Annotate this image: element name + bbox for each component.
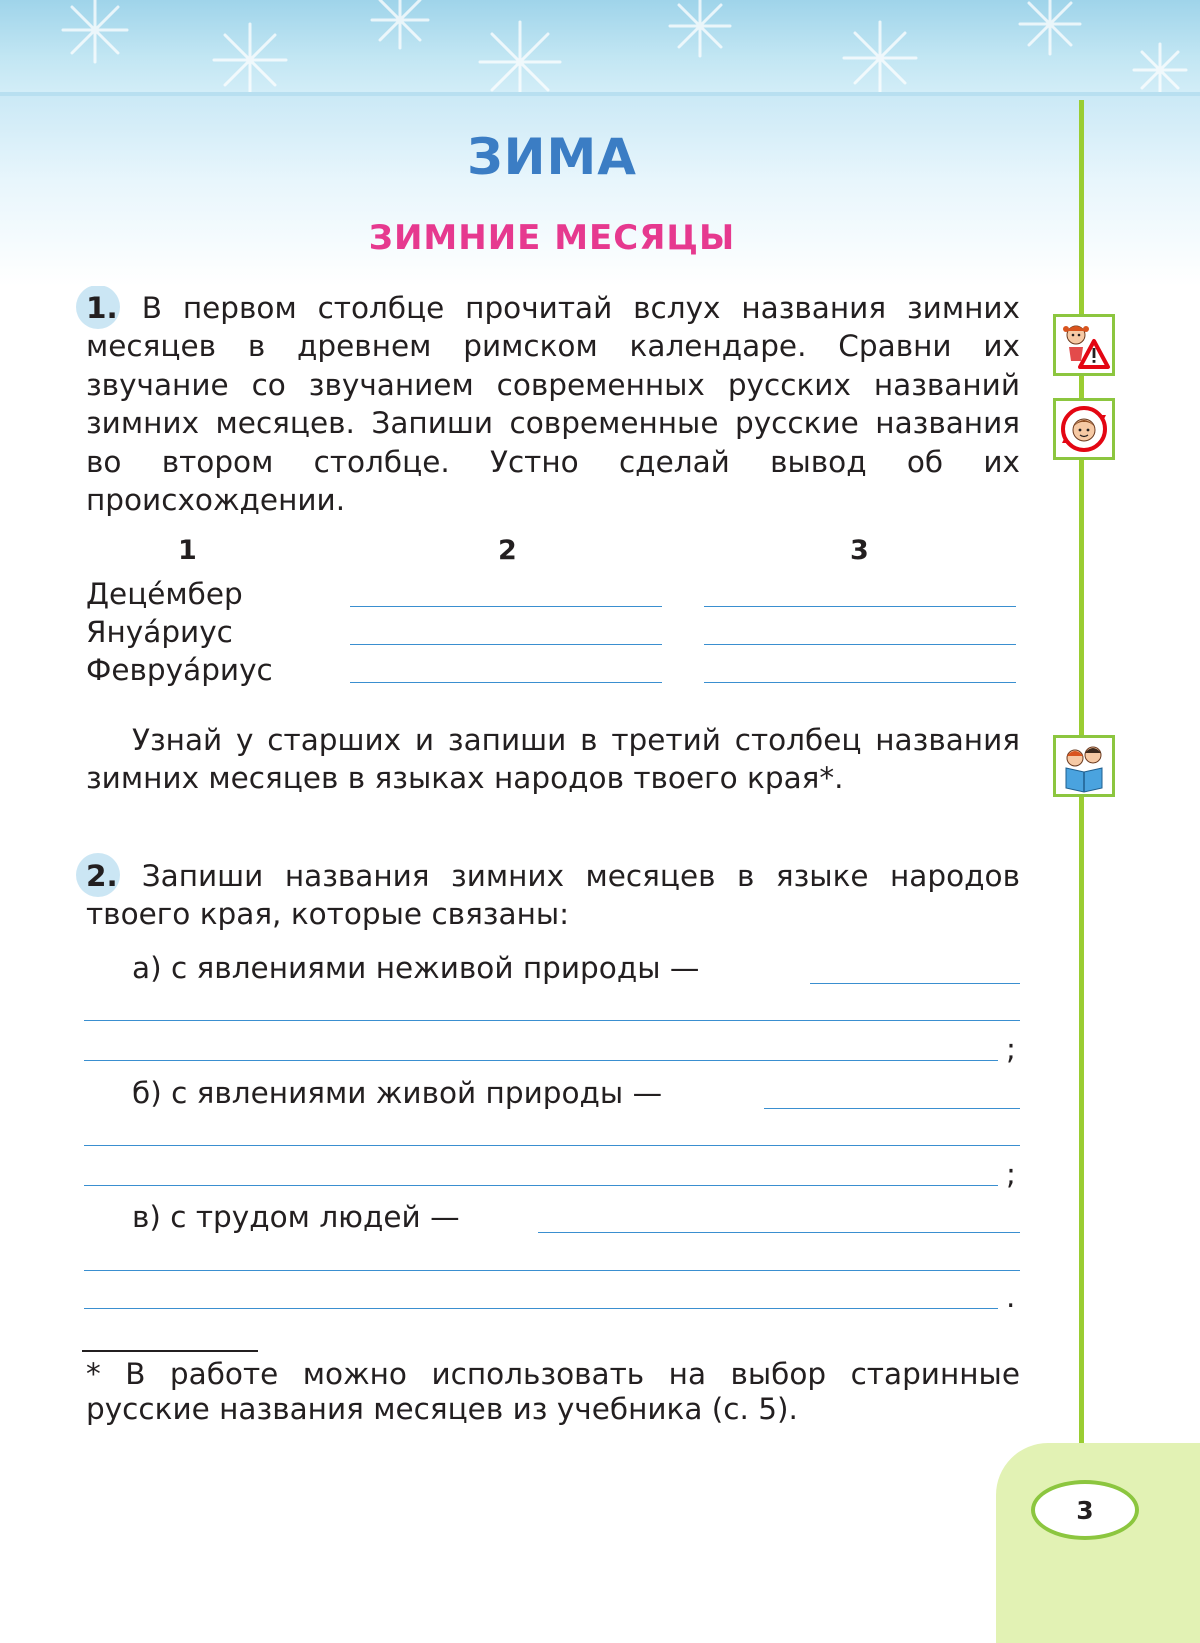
answer-line-col2-row2[interactable] xyxy=(350,644,662,645)
task2-item-b-line-1[interactable] xyxy=(764,1108,1020,1109)
task2-item-a-line-1[interactable] xyxy=(810,983,1020,984)
task2-item-b-label: б) с явлениями живой природы — xyxy=(132,1076,663,1110)
task2-number: 2. xyxy=(86,857,118,895)
task2-item-a-line-3[interactable] xyxy=(84,1060,998,1061)
task2-item-c-line-1[interactable] xyxy=(538,1232,1020,1233)
boy-cycle-icon xyxy=(1053,398,1115,460)
page-title: ЗИМА xyxy=(467,128,637,186)
task2-item-c-line-3[interactable] xyxy=(84,1308,998,1309)
task1-text: В первом столбце прочитай вслух названия зимних месяцев в древнем римском календаре. Сравни их звучание со звучанием современных русских названий зимних месяцев. Запиши современные русские названия во втором столбце. Устно сделай вывод об их происхождении. xyxy=(86,291,1020,518)
margin-rule xyxy=(1079,100,1084,1500)
task2-item-a-label: а) с явлениями неживой природы — xyxy=(132,951,700,985)
snowflake-banner xyxy=(0,0,1200,96)
answer-line-col3-row3[interactable] xyxy=(704,682,1016,683)
task2-text: Запиши названия зимних месяцев в языке народов твоего края, которые связаны: xyxy=(86,859,1020,932)
answer-line-col3-row2[interactable] xyxy=(704,644,1016,645)
month-january: Януáриус xyxy=(86,615,233,649)
task1-number: 1. xyxy=(86,289,118,327)
snowflake-pattern xyxy=(0,0,1200,96)
answer-line-col2-row3[interactable] xyxy=(350,682,662,683)
month-february: Февруáриус xyxy=(86,653,273,687)
girl-warning-sign-icon xyxy=(1053,314,1115,376)
task2-item-a-end: ; xyxy=(1006,1032,1016,1066)
answer-line-col3-row1[interactable] xyxy=(704,606,1016,607)
footnote-divider xyxy=(82,1350,258,1352)
page-corner xyxy=(996,1443,1200,1643)
task2-paragraph xyxy=(86,857,1020,934)
task2-item-c-label: в) с трудом людей — xyxy=(132,1200,460,1234)
page-subtitle: ЗИМНИЕ МЕСЯЦЫ xyxy=(368,218,736,258)
column-header-3: 3 xyxy=(850,535,869,566)
task1-paragraph xyxy=(86,289,1020,519)
children-reading-icon xyxy=(1053,735,1115,797)
task2-item-b-line-2[interactable] xyxy=(84,1145,1020,1146)
task2-item-c-line-2[interactable] xyxy=(84,1270,1020,1271)
task1-followup: Узнай у старших и запиши в третий столбец названия зимних месяцев в языках народов твоего края*. xyxy=(86,723,1020,796)
answer-line-col2-row1[interactable] xyxy=(350,606,662,607)
footnote: * В работе можно использовать на выбор старинные русские названия месяцев из учебника (с. 5). xyxy=(86,1357,1020,1426)
column-header-2: 2 xyxy=(498,535,517,566)
task2-item-b-end: ; xyxy=(1006,1157,1016,1191)
task2-item-a-line-2[interactable] xyxy=(84,1020,1020,1021)
month-december: Децéмбер xyxy=(86,577,243,611)
column-header-1: 1 xyxy=(178,535,197,566)
task2-item-b-line-3[interactable] xyxy=(84,1185,998,1186)
page-number: 3 xyxy=(1031,1480,1139,1540)
task2-item-c-end: . xyxy=(1006,1280,1016,1314)
